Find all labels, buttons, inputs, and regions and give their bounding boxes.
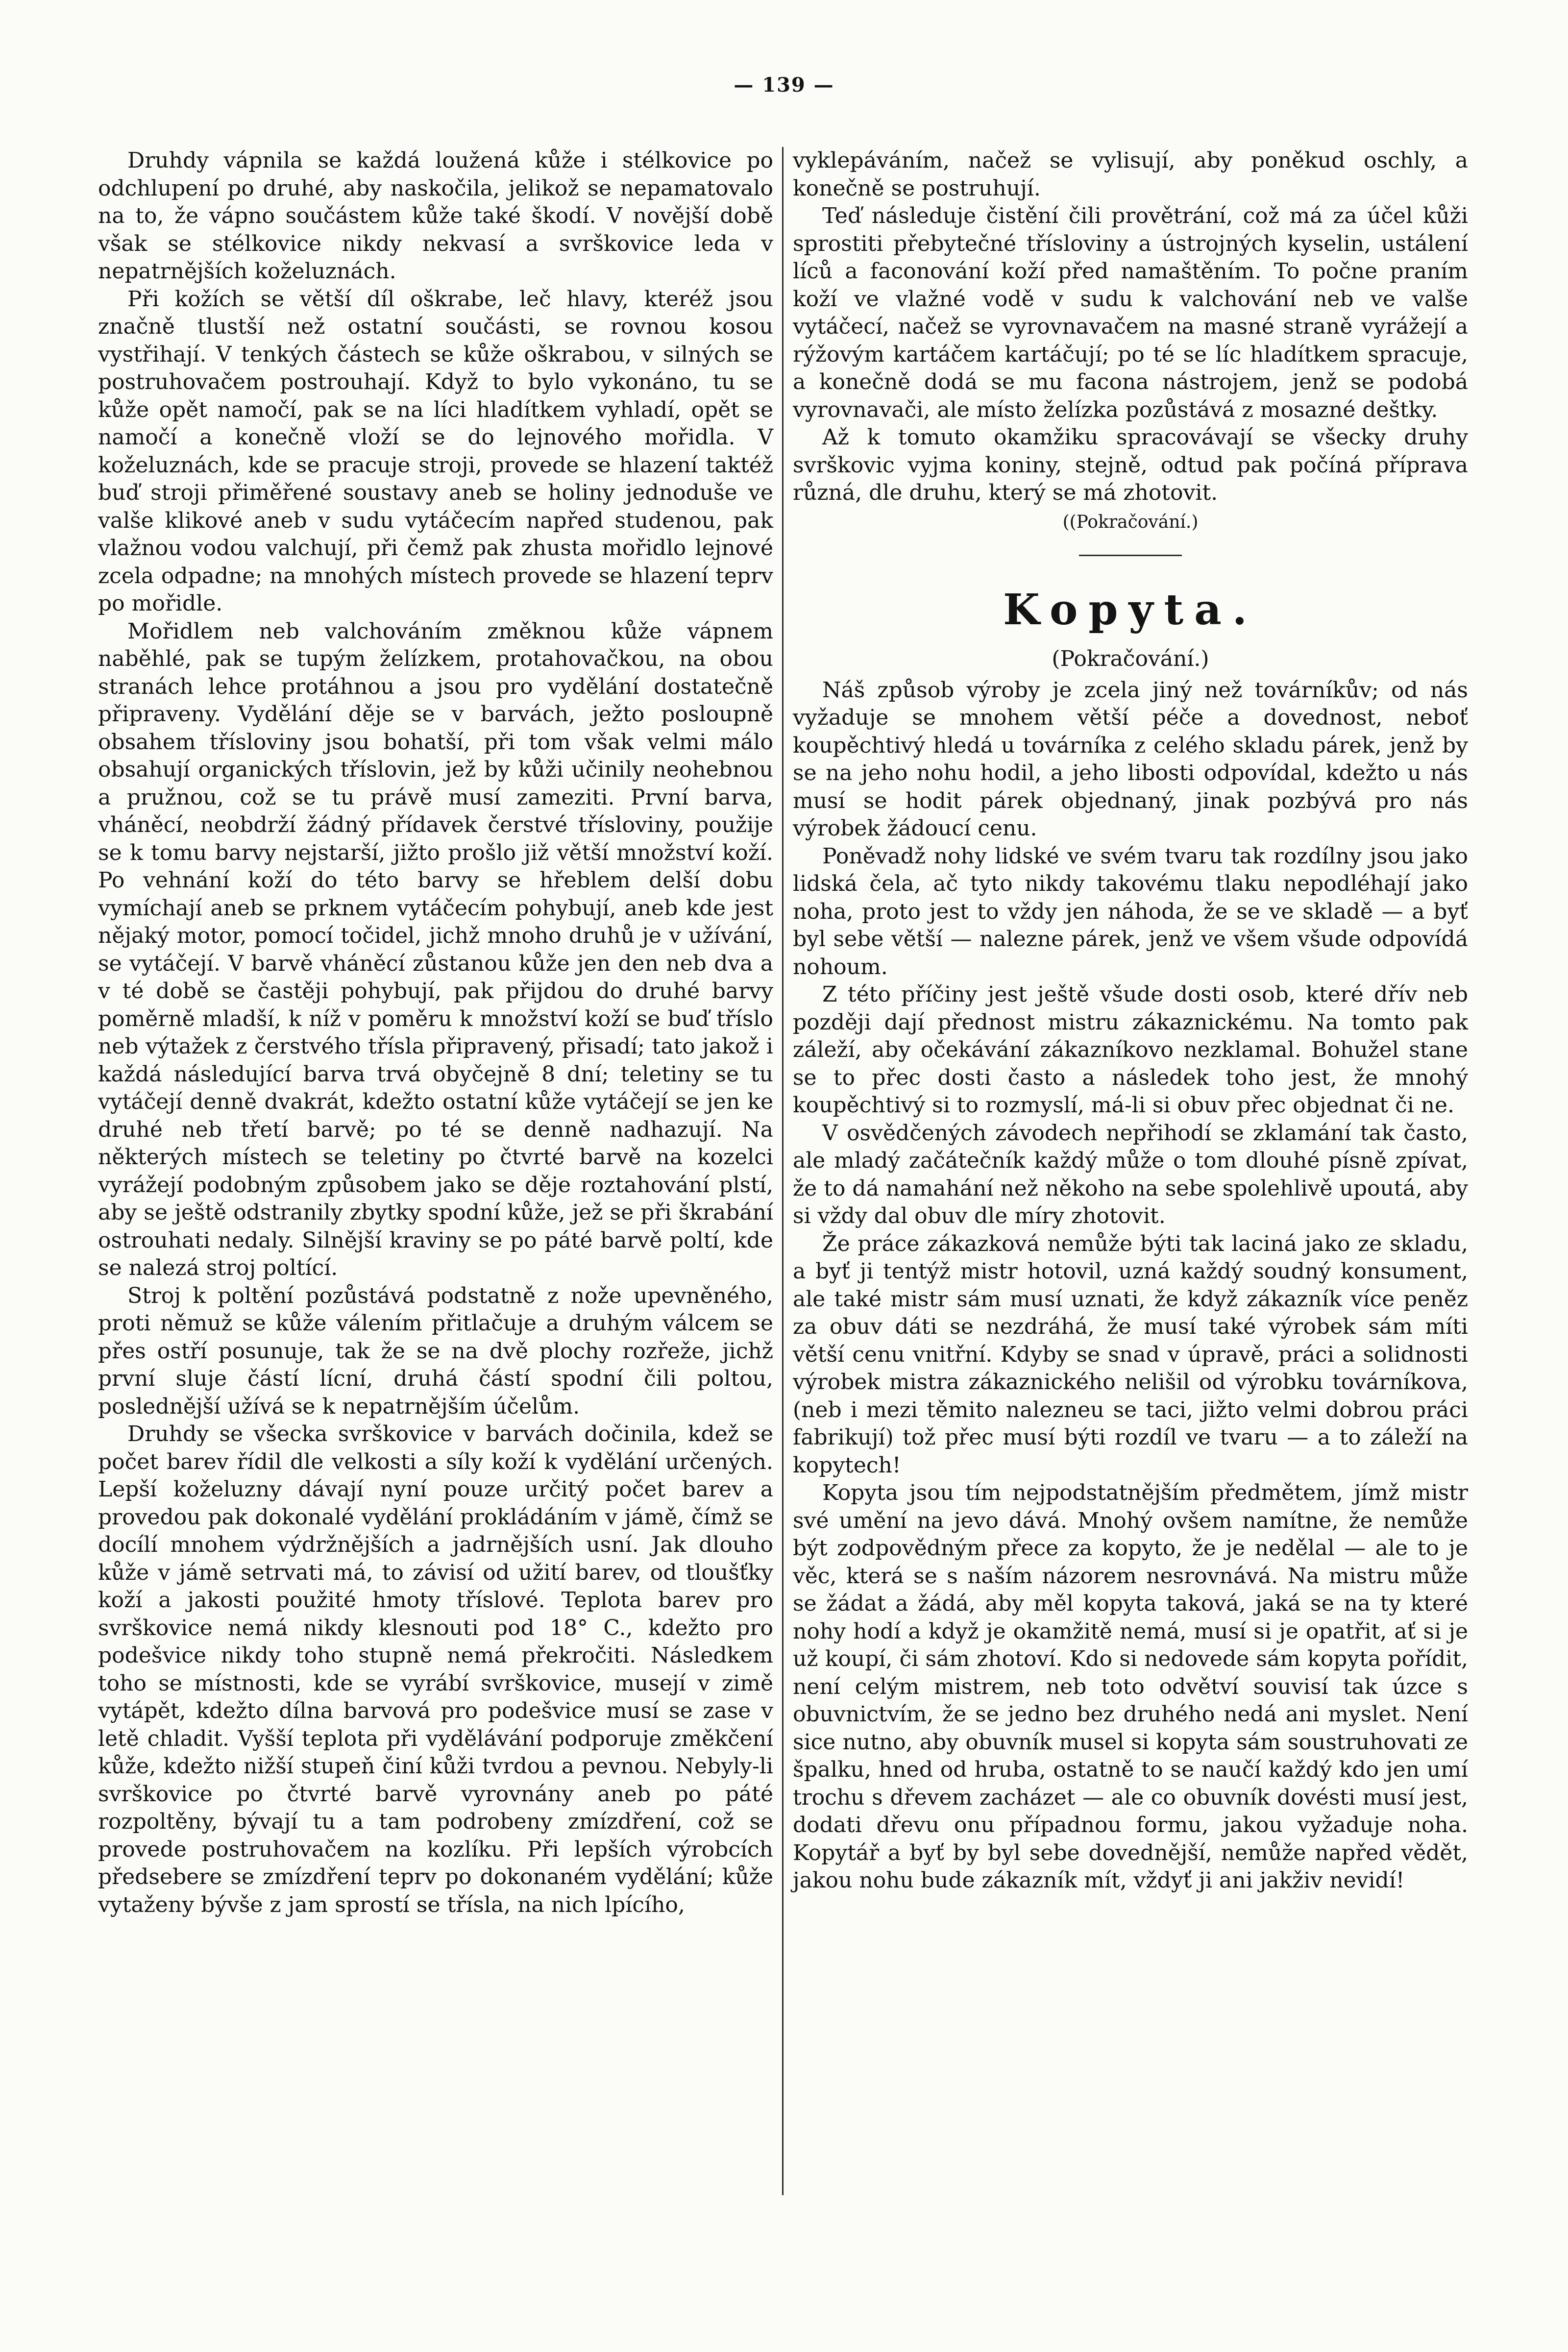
paragraph: V osvědčených závodech nepřihodí se zklamání tak často, ale mladý začátečník každý může o tom dlouhé písně zpívat, že to dá namahání než někoho na sebe spolehlivě upoutá, aby si vždy dal obuv dle míry zhotovit. bbox=[793, 1120, 1468, 1228]
paragraph: Mořidlem neb valchováním změknou kůže vápnem naběhlé, pak se tupým želízkem, protahovačkou, na obou stranách lehce protáhnou a jsou pro vydělání dostatečně připraveny. Vydělání děje se v barvách, ježto posloupně obsahem třísloviny jsou bohatší, při tom však velmi málo obsahují organických tříslovin, jež by kůži učinily neohebnou a pružnou, což se tu právě musí zameziti. První barva, vháněcí, neobdrží žádný přídavek čerstvé třísloviny, použije se k tomu barvy nejstarší, jižto prošlo již větší množství koží. Po vehnání koží do této barvy se hřeblem delší dobu vymíchají aneb se prknem vytáčecím pohybují, aneb kde jest nějaký motor, pomocí točidel, jichž mnoho druhů je v užívání, se vytáčejí. V barvě vháněcí zůstanou kůže jen den neb dva a v té době se častěji pohybují, pak přijdou do druhé barvy poměrně mladší, k níž v poměru k množství koží se buď tříslo neb výtažek z čerstvého třísla připravený, přisadí; tato jakož i každá následující barva trvá obyčejně 8 dní; teletiny se tu vytáčejí denně dvakrát, kdežto ostatní kůže vytáčejí se jen ke druhé neb třetí barvě; po té se denně nadhazují. Na některých místech se teletiny po čtvrté barvě na kozelci vyrážejí podobným způsobem jako se děje roztahování plstí, aby se ještě odstranily zbytky spodní kůže, jež se při škrabání ostrouhati nedaly. Silnější kraviny se po páté barvě poltí, kde se nalezá stroj poltící. bbox=[98, 618, 773, 1280]
paragraph: Druhdy vápnila se každá loužená kůže i stélkovice po odchlupení po druhé, aby naskočila, jelikož se nepamatovalo na to, že vápno součástem kůže také škodí. V novější době však se stélkovice nikdy nekvasí a svrškovice leda v nepatrnějších koželuznách. bbox=[98, 148, 773, 284]
paragraph: Druhdy se všecka svrškovice v barvách dočinila, kdež se počet barev řídil dle velkosti a síly koží k vydělání určených. Lepší koželuzny dávají nyní pouze určitý počet barev a provedou pak dokonalé vydělání prokládáním v jámě, čímž se docílí mnohem výdržnějších a jadrnějších usní. Jak dlouho kůže v jámě setrvati má, to závisí od užití barev, od tloušťky koží a jakosti použité hmoty tříslové. Teplota barev pro svrškovice nemá nikdy klesnouti pod 18° C., kdežto pro podešvice nikdy toho stupně nemá překročiti. Následkem toho se místnosti, kde se vyrábí svrškovice, musejí v zimě vytápět, kdežto dílna barvová pro podešvice musí se zase v letě chladit. Vyšší teplota při vydělávání podporuje změkčení kůže, kdežto nižší stupeň činí kůži tvrdou a pevnou. Nebyly-li svrškovice po čtvrté barvě vyrovnány aneb po páté rozpoltěny, bývají tu a tam podrobeny zmízdření, což se provede postruhovačem na kozlíku. Při lepších výrobcích předsebere se zmízdření teprv po dokonaném vydělání; kůže vytaženy bývše z jam sprostí se třísla, na nich lpícího, bbox=[98, 1421, 773, 1917]
article-subtitle: (Pokračování.) bbox=[1052, 646, 1209, 671]
paragraph: Až k tomuto okamžiku spracovávají se všecky druhy svrškovic vyjma koniny, stejně, odtud pak počíná příprava různá, dle druhu, který se má zhotovit. bbox=[793, 425, 1468, 505]
article-title: Kopyta. bbox=[1003, 585, 1258, 635]
paragraph: vyklepáváním, načež se vylisují, aby poněkud oschly, a konečně se postruhují. bbox=[793, 148, 1468, 201]
paragraph: Že práce zákazková nemůže býti tak laciná jako ze skladu, a byť ji tentýž mistr hotovil, uzná každý soudný konsument, ale také mistr sám musí uznati, že když zákazník více peněz za obuv dáti se nezdráhá, že musí také výrobek sám míti větší cenu vnitřní. Kdyby se snad v úpravě, práci a solidnosti výrobek mistra zákaznického nelišil od výrobku továrníkova, (neb i mezi těmito nalezneu se taci, jižto velmi dobrou práci fabrikují) tož přec musí býti rozdíl ve tvaru — a to záleží na kopytech! bbox=[793, 1231, 1468, 1478]
continued-note: ((Pokračování.) bbox=[1062, 512, 1199, 532]
paragraph: Kopyta jsou tím nejpodstatnějším předmětem, jímž mistr své umění na jevo dává. Mnohý ovšem namítne, že nemůže být zodpovědným přece za kopyto, že je nedělal — ale to je věc, která se s naším názorem nesrovnává. Na mistru může se žádat a žádá, aby měl kopyta taková, jaká se na ty které nohy hodí a když je okamžitě nemá, musí si je opatřit, ať si je už koupí, či sám zhotoví. Kdo si nedovede sám kopyta pořídit, není celým mistrem, neb toto odvětví souvisí tak úzce s obuvnictvím, že se jedno bez druhého nedá ani myslet. Není sice nutno, aby obuvník musel si kopyta sám soustruhovati ze špalku, hned od hruba, ostatně to se naučí každý kdo jen umí trochu s dřevem zacházet — ale co obuvník dovésti musí jest, dodati dřevu onu případnou formu, jakou vyžaduje noha. Kopytář a byť by byl sebe dovednější, nemůže napřed vědět, jakou nohu bude zákazník mít, vždyť ji ani jakživ nevidí! bbox=[793, 1480, 1468, 1893]
paragraph: Stroj k poltění pozůstává podstatně z nože upevněného, proti němuž se kůže válením přitlačuje a druhým válcem se přes ostří posunuje, tak že se na dvě plochy rozřeže, jichž první sluje částí lícní, druhá částí spodní čili poltou, poslednější užívá se k nepatrnějším účelům. bbox=[98, 1283, 773, 1419]
page-number: — 139 — bbox=[734, 74, 834, 97]
paragraph: Náš způsob výroby je zcela jiný než továrníkův; od nás vyžaduje se mnohem větší péče a dovednost, neboť koupěchtivý hledá u továrníka z celého skladu párek, jenž by se na jeho nohu hodil, a jeho libosti odpovídal, kdežto u nás musí se hodit párek objednaný, jinak pozbývá pro nás výrobek žádoucí cenu. bbox=[793, 677, 1468, 841]
right-column bbox=[793, 147, 1468, 1895]
section-divider bbox=[1079, 555, 1182, 556]
paragraph: Teď následuje čistění čili provětrání, což má za účel kůži sprostiti přebytečné třísloviny a ústrojných kyselin, ustálení líců a faconování koží před namaštěním. To počne praním koží ve vlažné vodě v sudu k valchování neb ve valše vytáčecí, načež se vyrovnavačem na masné straně vyrážejí a rýžovým kartáčem kartáčují; po té se líc hladítkem spracuje, a konečně dodá se mu facona nástrojem, jenž se podobá vyrovnavači, ale místo želízka pozůstává z mosazné deštky. bbox=[793, 203, 1468, 422]
column-divider bbox=[782, 147, 784, 2195]
paragraph: Při kožích se větší díl oškrabe, leč hlavy, kteréž jsou značně tlustší než ostatní součásti, se rovnou kosou vystřihají. V tenkých částech se kůže oškrabou, v silných se postruhovačem postrouhají. Když to bylo vykonáno, tu se kůže opět namočí, pak se na líci hladítkem vyhladí, opět se namočí a konečně vloží se do lejnového mořidla. V koželuznách, kde se pracuje stroji, provede se hlazení taktéž buď stroji přiměřené soustavy aneb se holiny jednoduše ve valše klikové aneb v sudu vytáčecím napřed studenou, pak vlažnou vodou valchují, při čemž pak zhusta mořidlo lejnové zcela odpadne; na mnohých místech provede se hlazení teprv po mořidle. bbox=[98, 286, 773, 616]
paragraph: Poněvadž nohy lidské ve svém tvaru tak rozdílny jsou jako lidská čela, ač tyto nikdy takovému tlaku nepodléhají jako noha, proto jest to vždy jen náhoda, že se ve skladě — a byť byl sebe větší — nalezne párek, jenž ve všem všude odpovídá nohoum. bbox=[793, 843, 1468, 980]
paragraph: Z této příčiny jest ještě všude dosti osob, které dřív neb později dají přednost mistru zákaznickému. Na tomto pak záleží, aby očekávání zákazníkovo nezklamal. Bohužel stane se to přec dosti často a následek toho jest, že mnohý koupěchtivý si to rozmyslí, má-li si obuv přec objednat či ne. bbox=[793, 982, 1468, 1118]
left-column bbox=[98, 147, 773, 1919]
